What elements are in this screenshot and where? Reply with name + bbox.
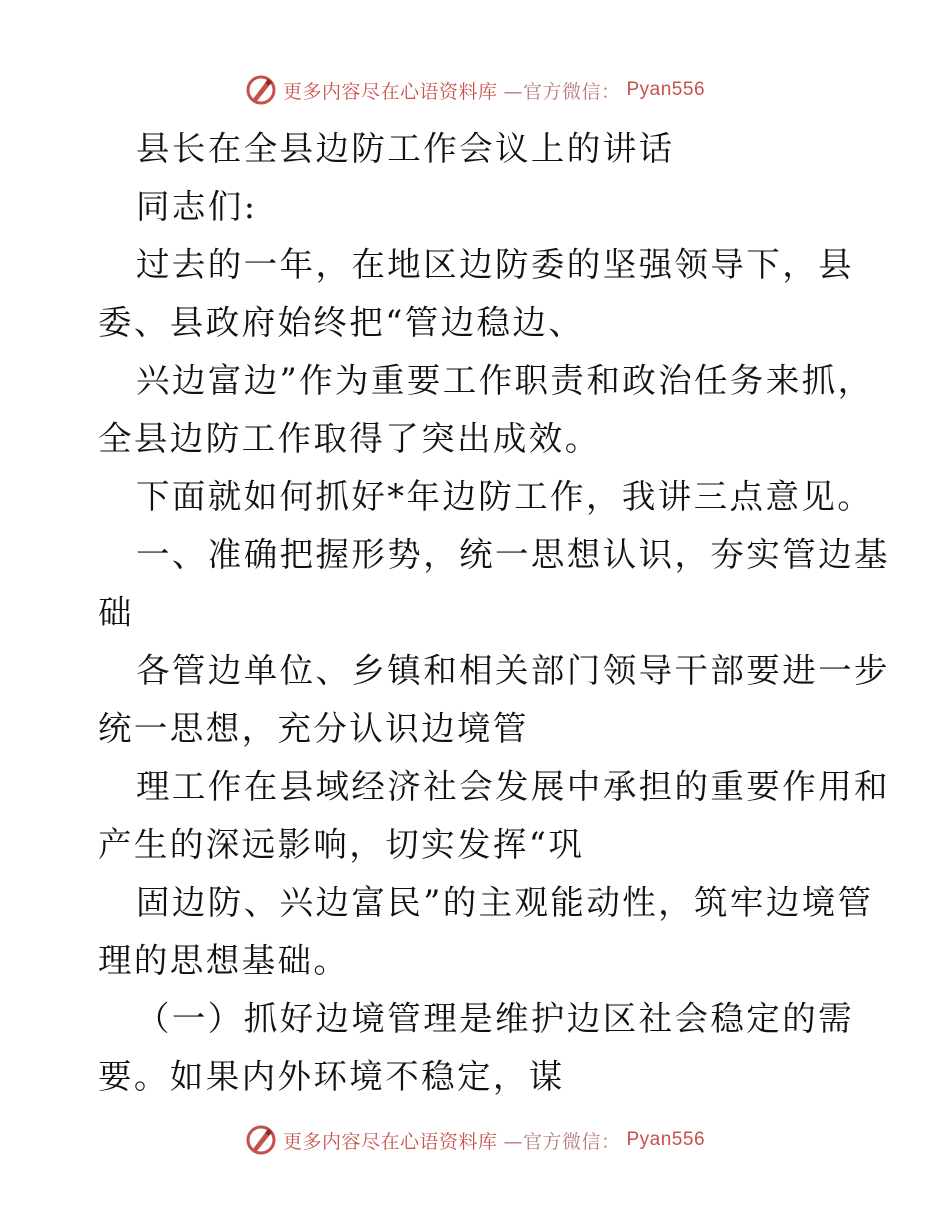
document-title: 县长在全县边防工作会议上的讲话 [136,129,675,168]
text-line: 过去的一年，在地区边防委的坚强领导下，县 [136,245,854,284]
text-line: 兴边富边”作为重要工作职责和政治任务来抓， [136,361,874,400]
text-line: 委、县政府始终把“管边稳边、 [98,303,585,342]
watermark-main-text: 更多内容尽在心语资料库 [282,1130,498,1153]
pen-logo-icon [245,74,277,106]
document-body [98,120,890,1106]
header-watermark [0,72,950,108]
section-heading: 一、准确把握形势，统一思想认识，夯实管边基 [136,535,890,574]
text-line: 下面就如何抓好*年边防工作，我讲三点意见。 [136,477,874,516]
text-line: 各管边单位、乡镇和相关部门领导干部要进一步 [136,651,890,690]
text-line: 统一思想，充分认识边境管 [98,709,529,748]
watermark-main-text: 更多内容尽在心语资料库 [282,80,498,103]
text-line: 产生的深远影响，切实发挥“巩 [98,825,585,864]
text-line: 要。如果内外环境不稳定，谋 [98,1057,565,1096]
text-line: 理工作在县域经济社会发展中承担的重要作用和 [136,767,890,806]
subsection-heading: （一）抓好边境管理是维护边区社会稳定的需 [136,999,854,1038]
text-line: 理的思想基础。 [98,941,350,980]
watermark-wechat-id: Pyan556 [626,1129,706,1150]
text-line: 固边防、兴边富民”的主观能动性，筑牢边境管 [136,883,874,922]
section-heading-cont: 础 [98,593,134,632]
watermark-sub-text: —官方微信： [503,1130,621,1153]
footer-watermark [0,1122,950,1158]
pen-logo-icon [245,1124,277,1156]
salutation: 同志们: [136,187,258,226]
text-line: 全县边防工作取得了突出成效。 [98,419,601,458]
watermark-sub-text: —官方微信： [503,80,621,103]
watermark-wechat-id: Pyan556 [626,79,706,100]
